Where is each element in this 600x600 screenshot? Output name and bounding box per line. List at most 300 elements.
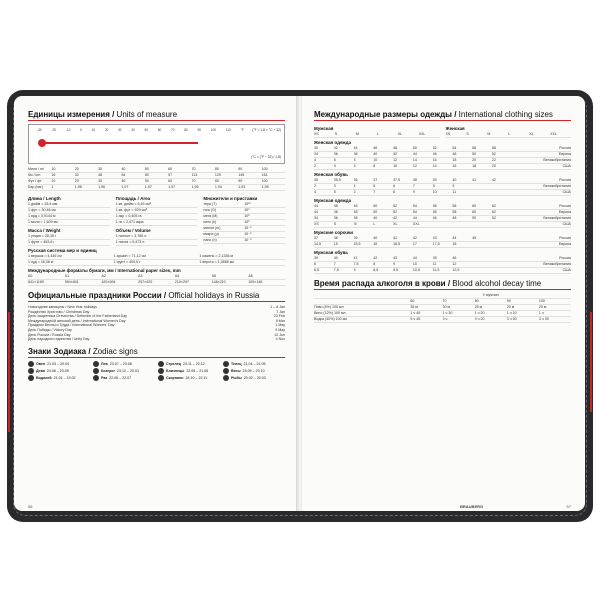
table-cell: 50 [144, 167, 149, 171]
table-cell: 44 [353, 146, 358, 150]
table-cell: 48 [393, 146, 398, 150]
table-cell: 52 [491, 152, 496, 156]
table-cell: 52 [491, 216, 496, 220]
table-cell: 9 [412, 190, 415, 194]
table-cell [472, 242, 492, 247]
table-cell: 1,97 [121, 185, 129, 189]
table-cell: 10 [412, 262, 417, 266]
table-cell [472, 222, 492, 227]
table-row [314, 268, 571, 274]
table-cell: 40 [121, 179, 126, 183]
size-label: XXL [418, 132, 426, 136]
paper-size-value: 420×594 [101, 280, 116, 284]
zodiac-name: Рыбы [231, 375, 242, 380]
zodiac-sign [93, 368, 155, 374]
holiday-name: Новогодние каникулы / New Year holidays [28, 305, 97, 309]
table-cell: 52 [393, 210, 398, 214]
table-cell: 2 [314, 184, 316, 188]
size-label: XXL [550, 132, 557, 136]
table-cell [492, 242, 512, 247]
table-cell: 3 ч 50 [506, 317, 517, 321]
fahrenheit-formula: (°F = 1.8 × °C + 32) [252, 128, 281, 132]
table-cell: 46 [432, 152, 437, 156]
table-cell: 8 [432, 184, 435, 188]
table-cell: США [562, 164, 571, 168]
table-cell: 50 [373, 204, 378, 208]
table-cell: 1 ч 10 [506, 311, 517, 315]
table-cell: 40 [452, 178, 457, 182]
table-cell: S [333, 222, 337, 226]
table-cell: 5 [373, 184, 376, 188]
paper-size-name: A4 [174, 274, 180, 278]
table-cell: 10 [393, 164, 398, 168]
table-cell: 100 [261, 179, 268, 183]
thermo-tick: 40 [131, 128, 135, 132]
table-cell: 10,5 [412, 268, 420, 272]
table-cell: 46 [452, 256, 457, 260]
paper-size-value: 105×148 [248, 280, 263, 284]
table-cell: Км / km [28, 173, 41, 177]
table-cell: 11 [432, 262, 437, 266]
table-cell: Вино (12%) 100 мл [314, 311, 346, 315]
thermometer-scale [28, 124, 285, 164]
size-label: XL [529, 132, 534, 136]
table-cell: Великобритания [543, 184, 571, 188]
table-cell: 8 [373, 262, 376, 266]
table-cell: 62 [491, 210, 496, 214]
table-cell: 40 [373, 152, 378, 156]
table-cell: 38 [333, 236, 338, 240]
table-cell: 37 [314, 236, 318, 240]
weight-label: 60 [410, 299, 415, 303]
table-cell: 36 [333, 216, 338, 220]
table-cell: 70 [191, 167, 196, 171]
table-cell: 5 ч 45 [410, 317, 421, 321]
zodiac-icon [28, 361, 34, 367]
table-cell: 40 [314, 146, 318, 150]
table-cell: 20 [74, 167, 79, 171]
zodiac-name: Весы [231, 368, 241, 373]
table-cell: 4 [353, 184, 356, 188]
table-cell: 9 [393, 262, 396, 266]
table-cell: 1,97 [144, 185, 152, 189]
units-columns: Длина / Length 1 дюйм = 25,4 мм 1 фут = 30,48 см 1 ярд = 0,9144 м 1 миля = 1,609 км Масса / Weight 1 унция = 28,35 г 1 фунт = 453,6 г Площадь / Area 1 кв. дюйм = 6,45 см² 1 кв. фут = 929 см² 1 акр = 0,405 га 1 га = 2,471 акра Объем / Volume 1 галлон = 3,785 л 1 пинта = 0,473 л Множители и приставки тера (T) 10¹² гига (G) 10⁹ мега (M) 10⁶ кило (k) 10³ милли (m) 10⁻³ микро (µ) 10⁻⁶ нано (n) 10⁻⁹ [28, 194, 285, 246]
table-cell: Миля / mi [28, 167, 44, 171]
zodiac-dates: 22.06 – 22.07 [109, 375, 132, 380]
celsius-formula: (°C = (°F − 32) / 1,8) [251, 155, 281, 159]
table-cell: 1,97 [168, 185, 176, 189]
table-cell: 40 [373, 236, 378, 240]
table-cell: 56 [432, 204, 437, 208]
size-label: XS [445, 132, 451, 136]
table-cell: 129 [214, 173, 221, 177]
table-cell: 1 ч 45 [410, 311, 421, 315]
table-cell: 32 [74, 173, 79, 177]
table-cell: 58 [452, 204, 457, 208]
table-cell: 41 [472, 178, 477, 182]
table-row [314, 164, 571, 170]
table-cell: 37,5 [393, 178, 401, 182]
thermo-tick: 110 [225, 128, 232, 132]
table-cell: 7,5 [333, 268, 339, 272]
table-cell: 7 [412, 184, 415, 188]
table-cell: 20 м [506, 305, 515, 309]
table-cell: 4 [314, 190, 316, 194]
zodiac-name: Близнецы [166, 368, 185, 373]
paper-size-name: A5 [211, 274, 216, 278]
zodiac-icon [28, 368, 34, 374]
weight-label: 100 [538, 299, 545, 303]
table-cell: 16 [452, 164, 457, 168]
holiday-name: Праздник Весны и Труда / International Workers' Day [28, 323, 115, 328]
table-cell: 1,95 [261, 185, 269, 189]
thermo-tick: 100 [210, 128, 217, 132]
table-cell: 48 [452, 216, 457, 220]
thermo-tick: 90 [197, 128, 202, 132]
holiday-date: 8 Mar [275, 318, 285, 323]
table-cell: Великобритания [543, 158, 571, 162]
table-cell: 37 [373, 178, 378, 182]
zodiac-dates: 24.10 – 22.11 [185, 375, 208, 380]
table-cell [472, 256, 492, 261]
zodiac-dates: 21.03 – 20.04 [47, 361, 70, 366]
table-cell [492, 190, 512, 195]
zodiac-sign [93, 375, 155, 381]
table-cell: 56 [432, 210, 437, 214]
table-cell [452, 222, 472, 227]
table-cell: США [562, 268, 571, 272]
table-cell: 35 м [410, 305, 418, 309]
weight-label: 90 [506, 299, 511, 303]
table-cell: 1,94 [214, 185, 222, 189]
size-label: XL [397, 132, 403, 136]
table-cell: 36 [353, 178, 358, 182]
table-cell: 39 [432, 178, 437, 182]
table-cell: 12 [393, 158, 398, 162]
table-cell: Великобритания [543, 262, 571, 266]
zodiac-sign [158, 375, 220, 381]
ribbon-bookmark [8, 312, 10, 432]
table-cell: 40 [121, 167, 126, 171]
clothing-section-title: Женская обувь [314, 172, 348, 177]
zodiac-icon [158, 375, 164, 381]
table-cell: L [373, 222, 376, 226]
zodiac-sign [28, 361, 90, 367]
table-cell: 44 [314, 210, 318, 214]
table-cell: 6 [393, 184, 396, 188]
table-cell: 48 [452, 152, 457, 156]
table-cell: 35,5 [333, 178, 341, 182]
paper-size-value: 841×1189 [28, 280, 44, 284]
table-cell: Великобритания [543, 216, 571, 220]
table-cell: 39 [314, 256, 318, 260]
table-cell: 30 [98, 179, 103, 183]
table-cell: 15 [333, 242, 338, 246]
table-cell: 30 [98, 167, 103, 171]
size-label: L [376, 132, 379, 136]
zodiac-heading: Знаки Зодиака / Zodiac signs [28, 347, 285, 358]
zodiac-icon [93, 368, 99, 374]
table-cell: 161 [261, 173, 268, 177]
table-cell: 5 [333, 190, 336, 194]
table-cell: 44 [412, 216, 417, 220]
zodiac-sign [223, 361, 285, 367]
table-cell: 1,98 [74, 185, 82, 189]
table-cell: XL [393, 222, 398, 226]
table-cell: 58 [452, 210, 457, 214]
units-heading: Единицы измерения / Units of measure [28, 110, 285, 121]
table-cell: 17 [412, 242, 417, 246]
table-cell: 20 [472, 158, 477, 162]
clothing-section-title: Мужская обувь [314, 250, 349, 255]
zodiac-name: Дева [36, 368, 45, 373]
table-cell [472, 268, 492, 273]
table-cell: 56 [472, 146, 477, 150]
zodiac-dates: 21.01 – 19.02 [53, 375, 76, 380]
table-cell: 39 [353, 236, 358, 240]
table-cell: 80 [144, 173, 149, 177]
zodiac-name: Водолей [36, 375, 52, 380]
paper-sizes-subheading: Международные форматы бумаги, мм / International paper sizes, mm [28, 268, 181, 273]
size-header: Мужская XS S M L XL XXL Женская XS S M L XL XXL [314, 124, 571, 138]
table-cell: 58 [491, 146, 496, 150]
table-cell: 35 [314, 178, 318, 182]
table-cell: 4 [314, 158, 316, 162]
table-cell: 1 ч 20 [474, 311, 485, 315]
table-cell: 8 [373, 164, 376, 168]
table-cell: 44 [314, 204, 318, 208]
table-cell [492, 268, 512, 273]
length-subheading: Длина / Length [28, 196, 61, 201]
table-cell: 7,5 [353, 262, 359, 266]
table-cell: 18 [472, 164, 477, 168]
table-cell: 34 [314, 216, 318, 220]
table-cell: 42 [333, 146, 338, 150]
size-label: S [466, 132, 469, 136]
holiday-name: День народного единства / Unity Day [28, 337, 90, 342]
thermo-tick: 30 [117, 128, 122, 132]
prefix-subheading: Множители и приставки [203, 196, 258, 201]
table-cell: 6 [353, 164, 356, 168]
table-cell: 40 [373, 216, 378, 220]
table-cell: 43 [432, 236, 437, 240]
thermo-tick: °F [240, 128, 244, 132]
table-cell [492, 184, 512, 189]
zodiac-dates: 24.09 – 23.10 [242, 368, 265, 373]
clothing-section-title: Мужская одежда [314, 198, 352, 203]
table-cell: 62 [491, 204, 496, 208]
thermo-tick: -30 [37, 128, 42, 132]
table-cell: 10 [51, 179, 56, 183]
table-cell: 54 [412, 204, 417, 208]
table-cell: 10 [373, 158, 378, 162]
zodiac-icon [158, 361, 164, 367]
table-cell: 14 [432, 164, 437, 168]
table-cell: 36 [333, 152, 338, 156]
zodiac-icon [93, 361, 99, 367]
holiday-date: 1 May [275, 323, 285, 328]
table-cell: Бар (bar) [28, 185, 43, 189]
table-cell: Пиво (4%) 100 мл [314, 305, 344, 309]
table-cell: 1 ч [538, 311, 544, 315]
table-cell: 48 [98, 173, 103, 177]
table-cell: Фут / фт [28, 179, 42, 183]
table-cell: 7 [373, 190, 376, 194]
table-row [314, 222, 571, 228]
holiday-date: 12 Jun [274, 332, 285, 337]
paper-size-value: 210×297 [174, 280, 189, 284]
thermo-tick: -20 [51, 128, 57, 132]
thermometer-bar [43, 142, 198, 144]
table-cell: 2 [314, 164, 316, 168]
table-cell: 3 ч 30 [538, 317, 549, 321]
table-cell [472, 262, 492, 267]
table-cell: 38 [412, 178, 417, 182]
zodiac-dates: 23.12 – 20.01 [116, 368, 139, 373]
table-cell: 60 [168, 167, 173, 171]
thermometer-ticks [37, 128, 244, 132]
table-cell: 12 [412, 164, 417, 168]
table-row [314, 242, 571, 248]
zodiac-sign [223, 375, 285, 381]
table-cell [492, 236, 512, 241]
zodiac-name: Рак [101, 375, 108, 380]
table-cell: Европа [558, 242, 571, 246]
table-cell: 9 [452, 184, 455, 188]
table-cell: 34 [314, 152, 318, 156]
table-cell: 42 [412, 236, 417, 240]
zodiac-sign [158, 361, 220, 367]
table-cell: 18 [452, 242, 457, 246]
table-cell: 16 [373, 242, 378, 246]
table-cell: 1 [51, 185, 54, 189]
table-cell: 5 ч [442, 317, 448, 321]
zodiac-sign [28, 368, 90, 374]
table-cell: Европа [558, 210, 571, 214]
table-cell: 45 [472, 236, 477, 240]
table-cell: Россия [559, 236, 571, 240]
table-cell: 10 [51, 167, 56, 171]
table-cell: 4 [333, 164, 336, 168]
paper-size-values [28, 280, 285, 286]
table-cell: 6 [314, 262, 316, 266]
zodiac-dates: 22.05 – 21.06 [186, 368, 209, 373]
table-cell: Водка (40%) 100 мл [314, 317, 348, 321]
brand-logo: BRAUBERG [460, 504, 484, 509]
table-cell [492, 256, 512, 261]
zodiac-sign [93, 361, 155, 367]
table-cell: Европа [558, 152, 571, 156]
table-cell: 54 [452, 146, 457, 150]
table-cell: 43 [393, 256, 398, 260]
table-cell: 38 [353, 216, 358, 220]
zodiac-icon [223, 375, 229, 381]
table-cell: 50 [412, 146, 417, 150]
table-cell [492, 262, 512, 267]
table-cell: 90 [238, 167, 243, 171]
size-label: S [334, 132, 338, 136]
table-cell: 44 [412, 256, 417, 260]
holiday-name: День России / Russia Day [28, 332, 71, 337]
table-cell: 40 [333, 256, 338, 260]
table-cell: 18 [452, 158, 457, 162]
table-cell: 4 ч 20 [474, 317, 485, 321]
zodiac-dates: 23.07 – 23.08 [109, 361, 132, 366]
clothing-tables [314, 140, 571, 274]
mass-subheading: Масса / Weight [28, 228, 61, 233]
zodiac-dates: 24.08 – 23.09 [46, 368, 69, 373]
table-cell: 22 [491, 158, 496, 162]
table-cell [492, 222, 512, 227]
left-page: Единицы измерения / Units of measure -30 -20 -10 0 10 20 30 40 50 60 70 80 90 100 110 °F (°F = 1.8 × °C + 32) (°C = (°F − 32) / 1,8) Миля / mi 10 20 30 40 50 60 70 80 90 100 Км / km 16 32 48 64 80 97 113 129 145 161 Фут / фт 10 20 30 40 50 60 70 80 90 100 Бар (bar) 1 1,98 1,96 1,97 1,97 1,97 1,95 1,94 1,93 1,95 Длина / Length 1 дюйм = 25,4 мм 1 фут = 30,48 см 1 ярд = 0,9144 м 1 миля = 1,609 км Масса / Weight 1 унция = 28,35 г 1 фунт = 453,6 г Площадь / Area 1 кв. дюйм = 6,45 см² 1 кв. фут = 929 см² 1 акр = 0,405 га 1 га = 2,471 акра Объем / Volume 1 галлон = 3,785 л 1 пинта = 0,473 л Множители и приставки тера (T) 10¹² гига (G) 10⁹ мега (M) 10⁶ кило (k) 10³ милли (m) 10⁻³ микро (µ) 10⁻⁶ нано (n) 10⁻⁹ Русская система мер и единиц 1 вершок = 4,445 см 1 аршин = 71,12 см 1 сажень = 2,1336 м 1 пуд = 16,38 кг 1 фунт = 409,5 г 1 верста = 1,0668 км Международные форматы бумаги, мм / International paper sizes, mm A0 A1 A2 A3 A4 A5 A6 841×1189 594×841 420×594 297×420 210×297 148×210 105×148 Официальные праздники России / Official holidays in Russia Новогодние каникулы / New Year holidays 1 – 8 Jan Рождество Христово / Christmas Day 7 Jan День защитника Отечества / Defender of the Fatherland Day 23 Feb Международный женский день / International Women's Day 8 Mar Праздник Весны и Труда / International Workers' Day 1 May День Победы / Victory Day 9 May День России / Russia Day 12 Jun День народного единства / Unity Day 4 Nov Знаки Зодиака / Zodiac signs Овен 21.03 – 20.04 Лев 23.07 – 23.08 Стрелец 23.11 – 22.12 Телец 21.04 – 21.05 Дева 24.08 – 23.09 Козерог 23.12 – 20.01 Близнецы 22.05 – 21.06 Весы 24.09 – 23.10 Водолей 21.01 – 19.02 Рак 22.06 – 22.07 Скорпион 24.10 – 22.11 Рыбы 20.02 – 20.03 56 [14, 96, 297, 511]
zodiac-icon [28, 375, 34, 381]
paper-size-name: A2 [101, 274, 106, 278]
table-cell [314, 299, 410, 304]
table-cell: 48 [353, 204, 358, 208]
table-cell: 46 [432, 216, 437, 220]
thermo-tick: 80 [184, 128, 188, 132]
table-cell: 54 [412, 210, 417, 214]
table-cell: 42 [393, 152, 398, 156]
clothing-section-title: Женская одежда [314, 140, 351, 145]
table-cell: M [353, 222, 357, 226]
table-cell: 145 [238, 173, 245, 177]
holiday-name: День Победы / Victory Day [28, 327, 72, 332]
alcohol-heading: Время распада алкоголя в крови / Blood alcohol decay time [314, 279, 571, 290]
table-cell: 113 [191, 173, 198, 177]
zodiac-dates: 21.04 – 21.05 [243, 361, 266, 366]
old-units-subheading: Русская система мер и единиц [28, 248, 97, 253]
table-cell: 16 [51, 173, 56, 177]
zodiac-name: Козерог [101, 368, 115, 373]
table-cell: 70 [191, 179, 196, 183]
table-cell: 17,5 [432, 242, 440, 246]
table-cell: 1,93 [238, 185, 246, 189]
table-cell: XXL [412, 222, 420, 226]
table-cell: 8 [353, 158, 356, 162]
table-cell: 11 [452, 190, 457, 194]
table-cell: США [562, 222, 571, 226]
table-cell: 64 [121, 173, 126, 177]
holidays-heading: Официальные праздники России / Official holidays in Russia [28, 291, 285, 302]
thermo-tick: 50 [144, 128, 149, 132]
table-cell [472, 184, 492, 189]
table-cell: 50 [472, 216, 477, 220]
table-cell: Россия [559, 256, 571, 260]
table-cell: Россия [559, 178, 571, 182]
table-cell: 41 [393, 236, 398, 240]
thermo-tick: 10 [91, 128, 96, 132]
table-cell: 80 [214, 179, 219, 183]
table-cell: 16,5 [393, 242, 401, 246]
alcohol-table [314, 305, 571, 323]
thermo-tick: 70 [170, 128, 175, 132]
holidays-list [28, 305, 285, 342]
holiday-date: 9 May [275, 327, 285, 332]
conversion-row [28, 185, 285, 191]
holiday-date: 1 – 8 Jan [270, 305, 285, 309]
table-cell: 60 [472, 204, 477, 208]
zodiac-name: Телец [231, 361, 242, 366]
holiday-date: 4 Nov [275, 337, 285, 342]
table-cell: 15,5 [353, 242, 361, 246]
table-cell: 1,95 [191, 185, 199, 189]
zodiac-icon [223, 368, 229, 374]
right-page [302, 96, 585, 511]
zodiac-dates: 23.11 – 22.12 [183, 361, 205, 366]
table-cell: 38 [353, 152, 358, 156]
table-cell: 50 [373, 210, 378, 214]
